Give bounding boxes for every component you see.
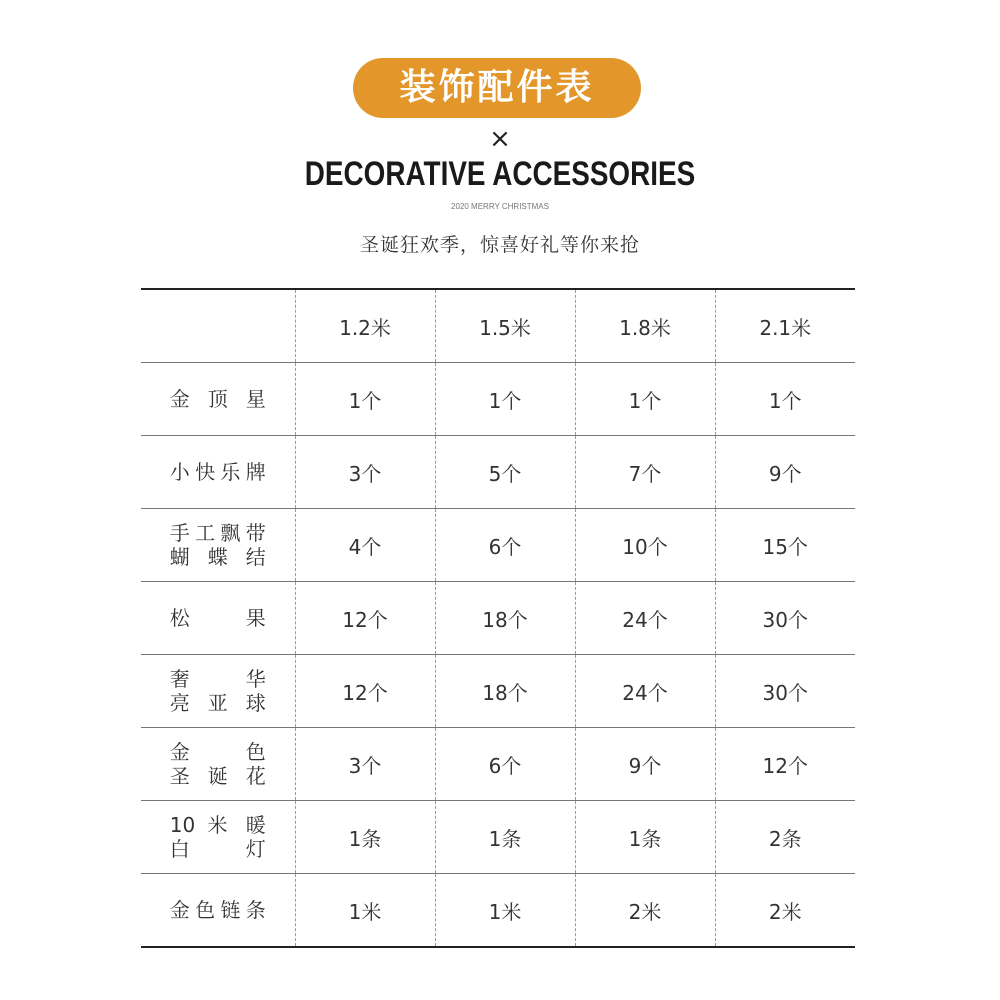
row-label [170,387,266,411]
times-symbol: × [489,124,511,154]
row-label-line: 奢 华 [169,667,266,691]
value-cell: 2米 [715,874,855,948]
value-cell: 1米 [435,874,575,948]
value-cell: 9个 [715,436,855,509]
row-label-line: 10 米 暖 [169,813,266,837]
value-cell: 1个 [435,363,575,436]
value-cell: 7个 [575,436,715,509]
column-header-size: 1.5米 [435,289,575,363]
value-cell: 24个 [575,582,715,655]
slogan: 圣诞狂欢季，惊喜好礼等你来抢 [359,234,640,256]
value-cell: 6个 [435,509,575,582]
row-label-cell [141,728,295,801]
value-cell: 24个 [575,655,715,728]
table-row [141,801,855,874]
value-cell: 6个 [435,728,575,801]
row-label-line: 蝴 蝶 结 [169,545,266,569]
row-label-line: 松 果 [169,606,266,630]
value-cell: 12个 [295,582,435,655]
value-cell: 10个 [575,509,715,582]
row-label-cell [141,509,295,582]
value-cell: 1个 [715,363,855,436]
row-label-cell [141,874,295,948]
row-label-line: 金 顶 星 [169,387,266,411]
row-label-line: 亮 亚 球 [169,691,266,715]
row-label [170,667,266,715]
value-cell: 1米 [295,874,435,948]
title-badge: 装饰配件表 [353,58,641,118]
row-label-cell [141,363,295,436]
row-label-line: 金色链条 [169,898,266,922]
value-cell: 2条 [715,801,855,874]
value-cell: 9个 [575,728,715,801]
row-label [170,606,266,630]
table-row [141,436,855,509]
value-cell: 3个 [295,728,435,801]
value-cell: 1个 [575,363,715,436]
value-cell: 30个 [715,655,855,728]
row-label [170,740,266,788]
row-label [170,898,266,922]
value-cell: 4个 [295,509,435,582]
english-title: DECORATIVE ACCESSORIES [304,155,696,193]
value-cell: 1个 [295,363,435,436]
table-row [141,874,855,948]
column-header-empty [141,289,295,363]
row-label-line: 手工飘带 [169,521,266,545]
row-label-cell [141,655,295,728]
value-cell: 30个 [715,582,855,655]
table-row [141,728,855,801]
value-cell: 1条 [575,801,715,874]
row-label-line: 圣 诞 花 [169,764,266,788]
table-row [141,509,855,582]
row-label-line: 白 灯 [169,837,266,861]
english-subtitle: 2020 MERRY CHRISTMAS [451,202,549,211]
row-label-line: 金 色 [169,740,266,764]
value-cell: 1条 [435,801,575,874]
row-label [170,460,266,484]
row-label-line: 小快乐牌 [169,460,266,484]
value-cell: 5个 [435,436,575,509]
column-header-size: 1.8米 [575,289,715,363]
row-label [170,813,266,861]
value-cell: 15个 [715,509,855,582]
value-cell: 18个 [435,582,575,655]
table-header-row [141,289,855,363]
table-row [141,582,855,655]
column-header-size: 2.1米 [715,289,855,363]
row-label-cell [141,436,295,509]
value-cell: 18个 [435,655,575,728]
row-label-cell [141,582,295,655]
value-cell: 2米 [575,874,715,948]
value-cell: 3个 [295,436,435,509]
accessories-table [141,288,855,948]
row-label-cell [141,801,295,874]
value-cell: 1条 [295,801,435,874]
table-row [141,655,855,728]
value-cell: 12个 [295,655,435,728]
value-cell: 12个 [715,728,855,801]
row-label [170,521,266,569]
column-header-size: 1.2米 [295,289,435,363]
table-row [141,363,855,436]
